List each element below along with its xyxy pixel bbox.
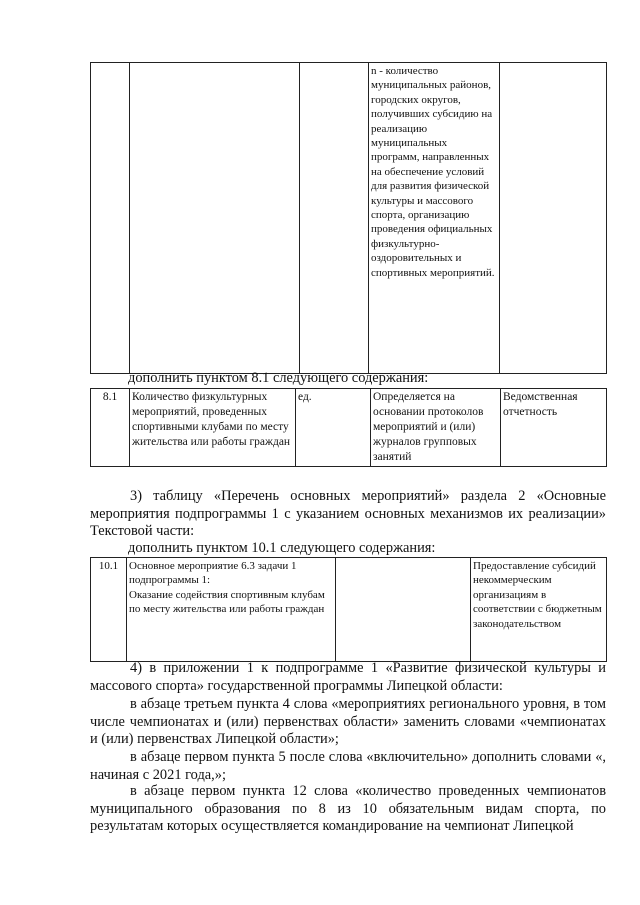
cell-number: 10.1 xyxy=(91,558,127,662)
cell-mechanism: Предоставление субсидий некоммерческим организациям в соответствии с бюджетным законодательством xyxy=(471,558,607,662)
cell-name xyxy=(130,63,300,374)
paragraph-4: 4) в приложении 1 к подпрограмме 1 «Развитие физической культуры и массового спорта» государственной программы Липецкой области: xyxy=(90,660,606,694)
cell-number: 8.1 xyxy=(91,389,130,467)
table-indicator-8-1 xyxy=(90,388,607,467)
cell-name: Основное мероприятие 6.3 задачи 1 подпрограммы 1: Оказание содействия спортивным клубам по месту жительства или работы граждан xyxy=(127,558,336,662)
cell-unit: ед. xyxy=(296,389,371,467)
cell-method: n - количество муниципальных районов, городских округов, получивших субсидию на реализацию муниципальных программ, направленных на обеспечение условий для развития физической культуры и массового спорта, организацию проведения официальных физкультурно-оздоровительных и спортивных мероприятий. xyxy=(369,63,500,374)
cell-source: Ведомственная отчетность xyxy=(501,389,607,467)
cell-source xyxy=(500,63,607,374)
cell-unit xyxy=(300,63,369,374)
instruction-add-10-1: дополнить пунктом 10.1 следующего содержания: xyxy=(128,540,436,556)
paragraph-6: в абзаце первом пункта 5 после слова «включительно» дополнить словами «, начиная с 2021 года,»; xyxy=(90,749,606,783)
paragraph-3: 3) таблицу «Перечень основных мероприятий» раздела 2 «Основные мероприятия подпрограммы 1 с указанием основных механизмов их реализации» Текстовой части: xyxy=(90,488,606,539)
paragraph-7: в абзаце первом пункта 12 слова «количество проведенных чемпионатов муниципального образования по 8 из 10 обязательным видам спорта, по результатам которых осуществляется командирование на чемпионат Липецкой xyxy=(90,783,606,834)
cell-empty xyxy=(336,558,471,662)
table-row xyxy=(91,63,607,374)
table-row xyxy=(91,389,607,467)
table-indicator-continuation xyxy=(90,62,607,374)
instruction-add-8-1: дополнить пунктом 8.1 следующего содержания: xyxy=(128,370,429,386)
cell-method: Определяется на основании протоколов мероприятий и (или) журналов групповых занятий xyxy=(371,389,501,467)
table-measure-10-1 xyxy=(90,557,607,662)
cell-name: Количество физкультурных мероприятий, проведенных спортивными клубами по месту жительства или работы граждан xyxy=(130,389,296,467)
paragraph-5: в абзаце третьем пункта 4 слова «мероприятиях регионального уровня, в том числе чемпионатах и (или) первенствах области» заменить словами «чемпионатах и (или) первенствах Липецкой области»; xyxy=(90,696,606,747)
table-row xyxy=(91,558,607,662)
cell-number xyxy=(91,63,130,374)
